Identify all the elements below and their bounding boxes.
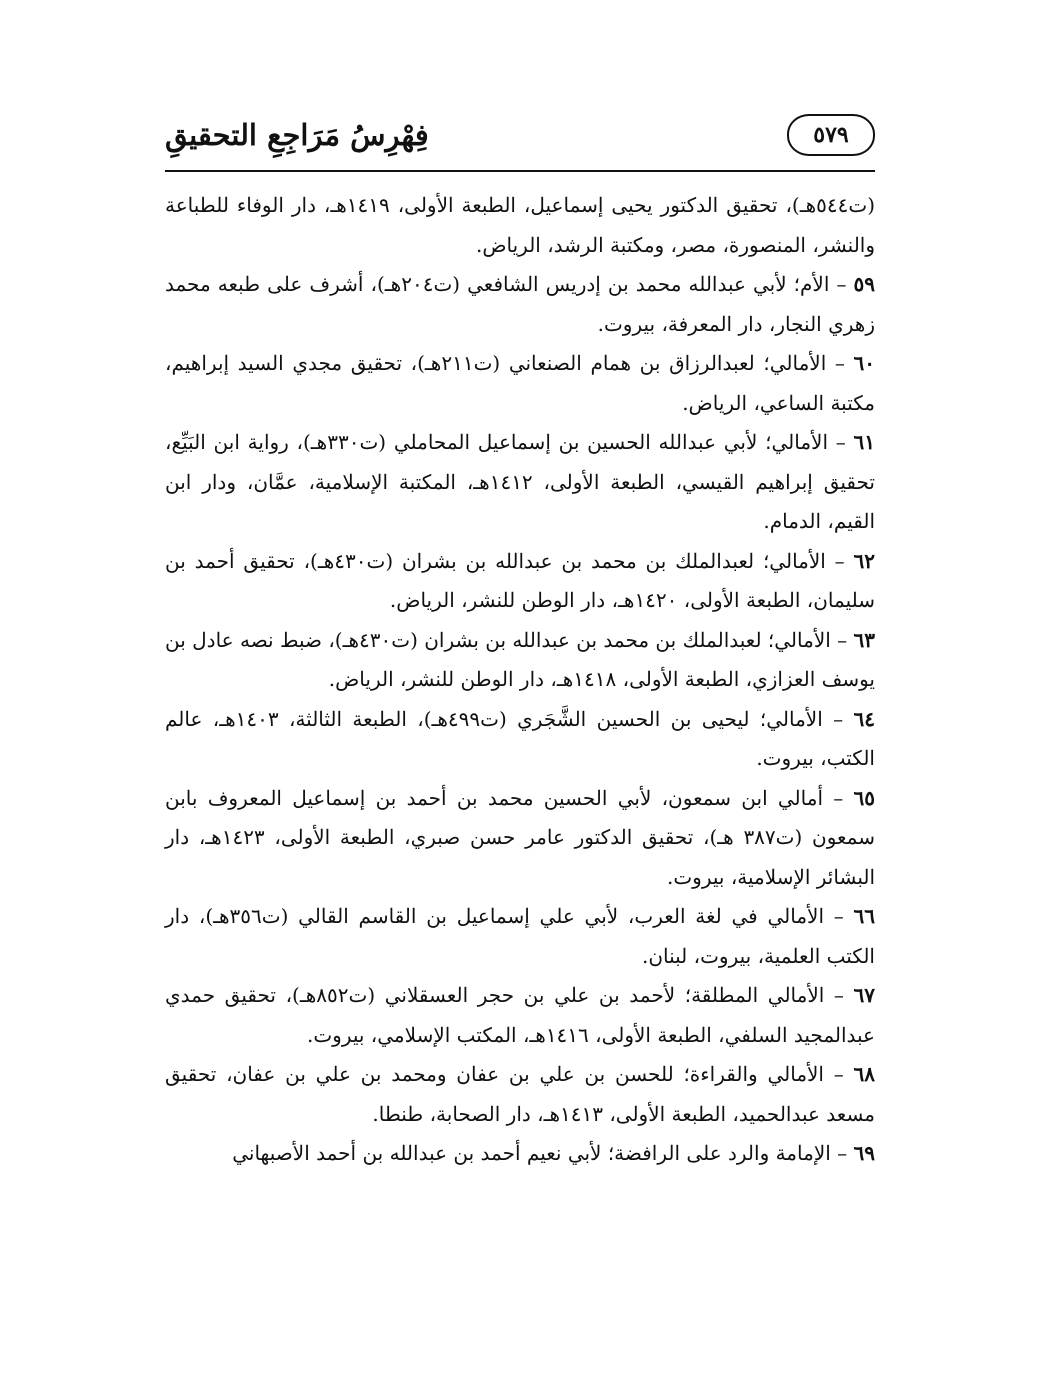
reference-text: – الأمالي؛ لعبدالملك بن محمد بن عبدالله بن بشران (ت٤٣٠هـ)، ضبط نصه عادل بن يوسف العزازي، الطبعة الأولى، ١٤١٨هـ، دار الوطن للنشر، الرياض. (165, 627, 875, 691)
reference-number: ٦٧ (853, 983, 875, 1007)
reference-entry (165, 1055, 875, 1134)
reference-entry (165, 423, 875, 542)
header-divider (165, 170, 875, 172)
reference-entry (165, 897, 875, 976)
reference-number: ٦٨ (853, 1062, 875, 1086)
reference-entry (165, 265, 875, 344)
reference-text: – الأمالي والقراءة؛ للحسن بن علي بن عفان ومحمد بن علي بن عفان، تحقيق مسعد عبدالحميد، الطبعة الأولى، ١٤١٣هـ، دار الصحابة، طنطا. (165, 1062, 875, 1126)
page-header (165, 112, 875, 164)
reference-number: ٦٥ (853, 785, 875, 810)
reference-text: (ت٥٤٤هـ)، تحقيق الدكتور يحيى إسماعيل، الطبعة الأولى، ١٤١٩هـ، دار الوفاء للطباعة والنشر، المنصورة، مصر، ومكتبة الرشد، الرياض. (165, 193, 875, 257)
reference-entry (165, 1134, 875, 1174)
reference-text: – أمالي ابن سمعون، لأبي الحسين محمد بن أحمد بن إسماعيل المعروف بابن سمعون (ت٣٨٧ هـ)، تحقيق الدكتور عامر حسن صبري، الطبعة الأولى، ١٤٢٣هـ، دار البشائر الإسلامية، بيروت. (165, 785, 876, 889)
reference-entry (165, 779, 875, 898)
reference-text: – الأمالي؛ ليحيى بن الحسين الشَّجَري (ت٤٩٩هـ)، الطبعة الثالثة، ١٤٠٣هـ، عالم الكتب، بيروت. (165, 706, 875, 770)
reference-number: ٦٩ (853, 1141, 875, 1165)
reference-number: ٥٩ (853, 272, 875, 296)
reference-text: – الإمامة والرد على الرافضة؛ لأبي نعيم أحمد بن عبدالله بن أحمد الأصبهاني (232, 1141, 848, 1165)
reference-text: – الأمالي؛ لعبدالرزاق بن همام الصنعاني (ت٢١١هـ)، تحقيق مجدي السيد إبراهيم، مكتبة الساعي، الرياض. (165, 351, 875, 415)
reference-number: ٦١ (853, 430, 875, 454)
page-title: فِهْرِسُ مَرَاجِعِ التحقيقِ (165, 118, 429, 152)
page-number: ٥٧٩ (787, 114, 875, 156)
reference-number: ٦٣ (853, 627, 875, 652)
reference-entry (165, 542, 875, 621)
reference-text: – الأمالي؛ لعبدالملك بن محمد بن عبدالله بن بشران (ت٤٣٠هـ)، تحقيق أحمد بن سليمان، الطبعة الأولى، ١٤٢٠هـ، دار الوطن للنشر، الرياض. (165, 548, 875, 612)
reference-number: ٦٤ (853, 706, 875, 731)
reference-number: ٦٢ (853, 548, 875, 573)
reference-entry (165, 700, 875, 779)
reference-text: – الأم؛ لأبي عبدالله محمد بن إدريس الشافعي (ت٢٠٤هـ)، أشرف على طبعه محمد زهري النجار، دار المعرفة، بيروت. (165, 272, 875, 336)
references-list (165, 186, 875, 1174)
reference-entry (165, 621, 875, 700)
reference-text: – الأمالي المطلقة؛ لأحمد بن علي بن حجر العسقلاني (ت٨٥٢هـ)، تحقيق حمدي عبدالمجيد السلفي، الطبعة الأولى، ١٤١٦هـ، المكتب الإسلامي، بيروت. (165, 983, 875, 1047)
reference-number: ٦٦ (853, 904, 875, 928)
reference-text: – الأمالي في لغة العرب، لأبي علي إسماعيل بن القاسم القالي (ت٣٥٦هـ)، دار الكتب العلمية، بيروت، لبنان. (165, 904, 875, 968)
reference-number: ٦٠ (853, 351, 876, 375)
reference-text: – الأمالي؛ لأبي عبدالله الحسين بن إسماعيل المحاملي (ت٣٣٠هـ)، رواية ابن البَيِّع، تحقيق إبراهيم القيسي، الطبعة الأولى، ١٤١٢هـ، المكتبة الإسلامية، عمَّان، ودار ابن القيم، الدمام. (165, 430, 876, 533)
reference-entry (165, 186, 875, 265)
reference-entry (165, 976, 875, 1055)
reference-entry (165, 344, 875, 423)
